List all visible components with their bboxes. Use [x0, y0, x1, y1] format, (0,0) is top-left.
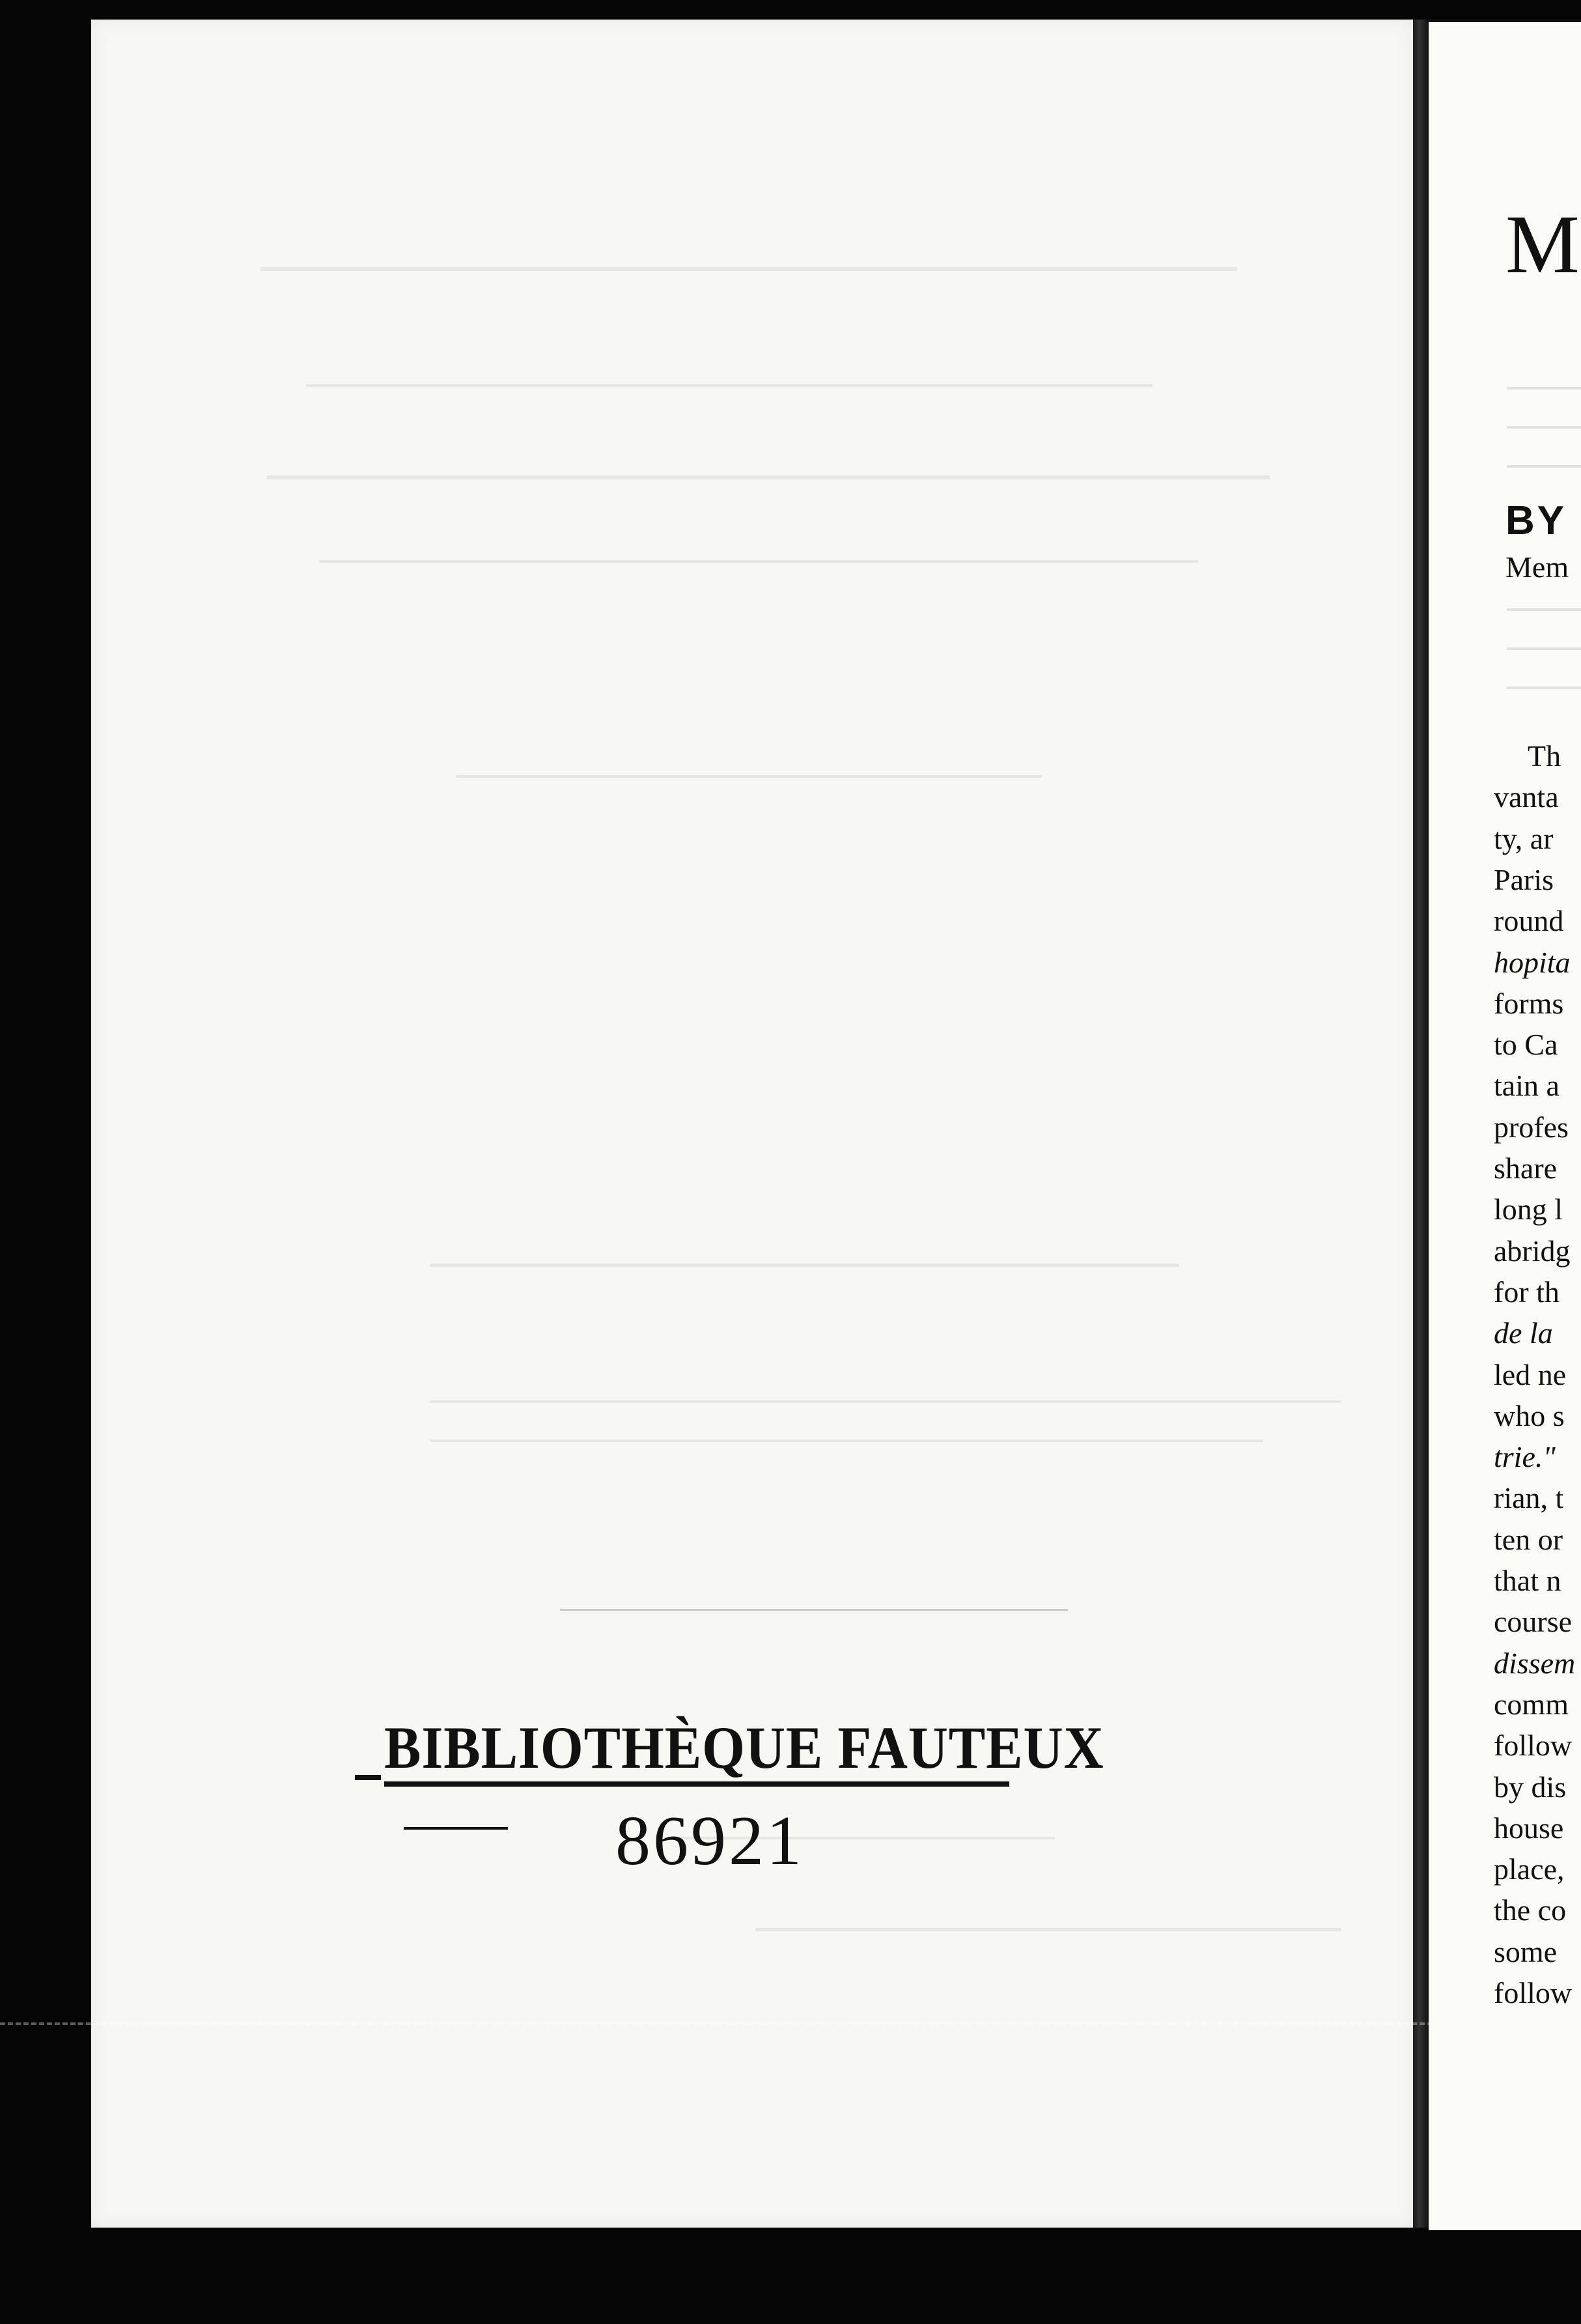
body-text-line: comm — [1494, 1688, 1569, 1721]
left-page — [91, 20, 1413, 2228]
member-line: Mem — [1505, 550, 1569, 584]
body-text-line: some — [1494, 1935, 1558, 1968]
bleed-through-line — [1507, 387, 1581, 390]
body-text-line: that n — [1494, 1564, 1561, 1597]
body-text-line: long l — [1494, 1193, 1563, 1226]
body-text-line: ten or — [1494, 1523, 1563, 1556]
bleed-through-line — [1507, 426, 1581, 429]
horizontal-rule — [560, 1609, 1068, 1611]
bleed-through-line — [1507, 647, 1581, 650]
stamp-number: 86921 — [615, 1802, 804, 1880]
body-text-line: profes — [1494, 1111, 1569, 1144]
body-text-line: follow — [1494, 1729, 1573, 1762]
bleed-through-line — [319, 560, 1198, 563]
bleed-through-line — [1507, 687, 1581, 689]
stamp-library-name: BIBLIOTHÈQUE FAUTEUX — [384, 1714, 1104, 1781]
stamp-dash — [355, 1775, 381, 1780]
right-page — [1429, 20, 1581, 2230]
body-text-line: Th — [1528, 739, 1561, 772]
bleed-through-line — [267, 475, 1270, 479]
body-text-line: by dis — [1494, 1770, 1567, 1804]
body-text-line: hopita — [1494, 946, 1571, 979]
body-text-line: place, — [1494, 1852, 1565, 1886]
body-text-line: who s — [1494, 1399, 1565, 1432]
body-text-line: trie." — [1494, 1440, 1556, 1473]
book-gutter — [1413, 20, 1429, 2228]
body-text-line: ty, ar — [1494, 822, 1554, 855]
body-text-line: Paris — [1494, 863, 1554, 896]
bleed-through-line — [755, 1928, 1341, 1931]
body-text-line: house — [1494, 1811, 1564, 1845]
stamp-dash — [404, 1827, 508, 1830]
bleed-through-line — [430, 1264, 1179, 1267]
bleed-through-line — [1507, 608, 1581, 611]
body-text-line: vanta — [1494, 780, 1559, 814]
body-text-line: led ne — [1494, 1358, 1567, 1391]
body-text-line: de la — [1494, 1316, 1553, 1350]
body-text-line: share — [1494, 1152, 1558, 1185]
body-text-line: course — [1494, 1605, 1573, 1638]
body-text-line: rian, t — [1494, 1481, 1564, 1514]
library-stamp — [384, 1713, 1104, 1880]
stamp-underline — [384, 1781, 1009, 1787]
byline: BY — [1505, 498, 1567, 543]
bleed-through-line — [260, 267, 1237, 271]
body-text-line: round — [1494, 904, 1564, 937]
body-text-line: tain a — [1494, 1069, 1560, 1102]
bleed-through-line — [1507, 465, 1581, 468]
body-text-line: abridg — [1494, 1234, 1571, 1268]
body-text-line: forms — [1494, 987, 1564, 1020]
bleed-through-line — [430, 1439, 1263, 1442]
right-page-title: M — [1505, 198, 1580, 290]
body-text-line: follow — [1494, 1976, 1573, 2009]
bleed-through-line — [456, 775, 1042, 778]
bleed-through-line — [430, 1400, 1341, 1403]
scan-artifact-line — [0, 2022, 1581, 2025]
body-text-line: the co — [1494, 1893, 1567, 1927]
bleed-through-line — [306, 384, 1153, 387]
body-text-line: to Ca — [1494, 1028, 1558, 1061]
body-text-line: dissem — [1494, 1647, 1576, 1680]
body-text-line: for th — [1494, 1275, 1560, 1309]
